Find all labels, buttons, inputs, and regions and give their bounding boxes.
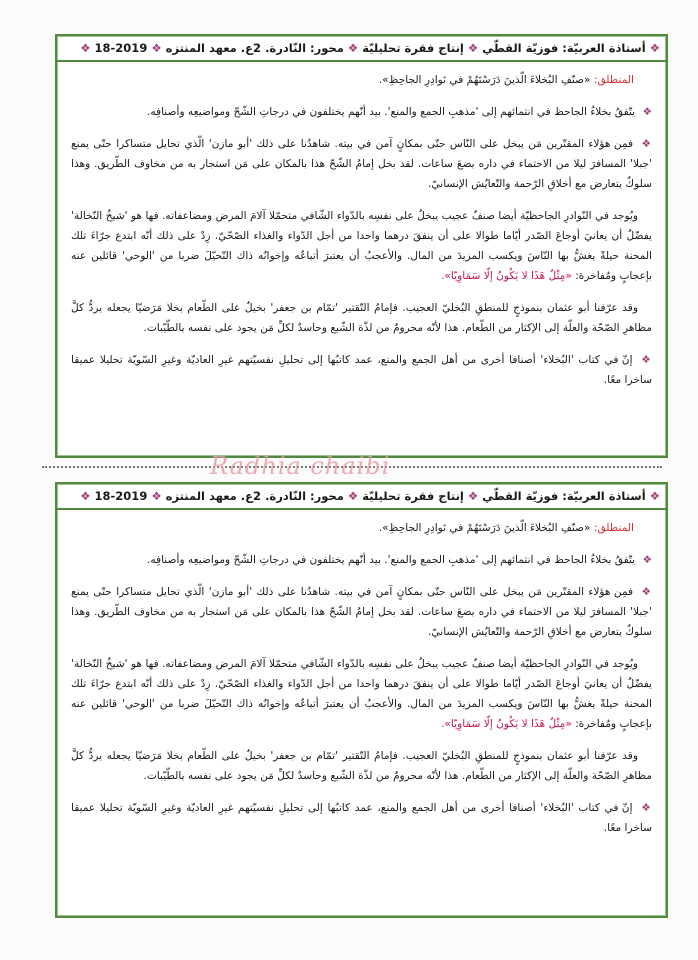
paragraph-1: [71, 550, 652, 570]
paragraph-text: يتّفقُ بخلاءُ الجاحظ في انتمائهم إلى 'مذهبِ الجمع والمنع'. بيد أنّهم يختلفون في درجاتِ الشّحّ ومواضيعِه وأصنافِه.: [146, 554, 636, 566]
paragraph-4: [71, 746, 652, 786]
paragraph-text: ويُوجد في النّوادرِ الجاحظيّة أيضا صنفٌ عجيب يبخلُ على نفسِه بالدّواء الشّافي متحمّلا آلامَ المرض ومضاعفاته. فها هو 'شيخُ النّخالة' يفضّلُ أن يعانيَ أوجاعَ الصّدر أيّاما طوالا على أن ينفقَ درهما واحدا من أجل الدّواء والغذاء الصّحّيّ. زِدْ على ذلك أنّه ابتدع جرّاءَ تلك المحنة حيلةً يغشُّ بها النّاسَ ويكسب المزيدَ من المال. والأعجبُ أن يعتبرَ أتباعُه وإخوانُه ذاك التّحيّلَ ضربا من 'الوحي' قائلين عنه بإعجابٍ ومُفاخرة:: [71, 658, 652, 730]
prompt: [71, 70, 652, 90]
task-title: إنتاج فقرة تحليليّة: [362, 41, 464, 55]
task-title: إنتاج فقرة تحليليّة: [362, 489, 464, 503]
prompt: [71, 518, 652, 538]
school-year: 18-2019: [94, 41, 148, 55]
paragraph-2: [71, 134, 652, 194]
paragraph-2: [71, 582, 652, 642]
prompt-text: «صنّفِ البُخلاءَ الّذينَ دَرَسْتَهُمْ في نَوادِرِ الجاحِظِ».: [378, 522, 594, 534]
paragraph-1: [71, 102, 652, 122]
bullet-icon: ❖: [347, 41, 359, 55]
worksheet-body: [57, 510, 666, 838]
watermark: Radhia chaibi: [210, 452, 391, 480]
topic-label: محور: النّادرة. 2ع. معهد المنتزه: [165, 41, 344, 55]
bullet-icon: ❖: [151, 489, 162, 503]
bullet-icon: ❖: [649, 41, 660, 55]
paragraph-text: يتّفقُ بخلاءُ الجاحظ في انتمائهم إلى 'مذهبِ الجمع والمنع'. بيد أنّهم يختلفون في درجاتِ الشّحّ ومواضيعِه وأصنافِه.: [146, 106, 636, 118]
teacher-name: أستاذة العربيّة: فوزيّة القطّي: [482, 41, 646, 55]
paragraph-text: إنّ في كتاب 'البُخلاء' أصنافا أخرى من أهل الجمع والمنع، عمد كاتبُها إلى تحليلِ نفسيّتهم غيرِ العاديّة وغيرِ السّويّة تحليلا عميقا ساخرا معًا.: [71, 802, 652, 834]
paragraph-4: [71, 298, 652, 338]
paragraph-text: ويُوجد في النّوادرِ الجاحظيّة أيضا صنفٌ عجيب يبخلُ على نفسِه بالدّواء الشّافي متحمّلا آلامَ المرض ومضاعفاته. فها هو 'شيخُ النّخالة' يفضّلُ أن يعانيَ أوجاعَ الصّدر أيّاما طوالا على أن ينفقَ درهما واحدا من أجل الدّواء والغذاء الصّحّيّ. زِدْ على ذلك أنّه ابتدع جرّاءَ تلك المحنة حيلةً يغشُّ بها النّاسَ ويكسب المزيدَ من المال. والأعجبُ أن يعتبرَ أتباعُه وإخوانُه ذاك التّحيّلَ ضربا من 'الوحي' قائلين عنه بإعجابٍ ومُفاخرة:: [71, 210, 652, 282]
paragraph-text: وقد عرّفنا أبو عثمان بنموذجٍ للمنطقِ البُخليّ العجيب. فإمامُ التّقتير 'تمّام بن جعفر' بخيلٌ على الطّعام بخلا مَرَضيّا يجعله يردُّ كلَّ مظاهرِ الصّحّة والعلّة إلى الإكثار من الطّعام. هذا لأنّه محرومٌ من لذّة الشّبع وحاسدٌ لكلِّ مَن يجود على نفسه بالطّيّبات.: [71, 750, 652, 782]
bullet-icon: ❖: [642, 554, 652, 566]
worksheet-body: [57, 62, 666, 390]
worksheet-header: [57, 36, 666, 62]
bullet-icon: ❖: [641, 802, 652, 814]
worksheet-header: [57, 484, 666, 510]
prompt-text: «صنّفِ البُخلاءَ الّذينَ دَرَسْتَهُمْ في نَوادِرِ الجاحِظِ».: [378, 74, 594, 86]
paragraph-5: [71, 350, 652, 390]
bullet-icon: ❖: [642, 106, 652, 118]
paragraph-text: فمِن هؤلاء المقتّرين مَن يبخل على النّاس حتّى بمكانٍ آمن في بيته. شاهدُنا على ذلك 'أبو مازن' الّذي تحايل متساكرا حتّى يمنع 'جبلا' المسافرَ ليلا من الاحتماء في داره بضعَ ساعات. لقد بخل إمامُ الشّحّ هذا بالمكان على مَن استجار به من مخاوف الطّريق. وهذا سلوكٌ يتعارض مع أخلاقِ الرّحمة والتّعايُش الإنسانيّ.: [71, 138, 652, 190]
bullet-icon: ❖: [151, 41, 162, 55]
bullet-icon: ❖: [649, 489, 660, 503]
topic-label: محور: النّادرة. 2ع. معهد المنتزه: [165, 489, 344, 503]
bullet-icon: ❖: [80, 41, 91, 55]
bullet-icon: ❖: [641, 586, 653, 598]
paragraph-text: وقد عرّفنا أبو عثمان بنموذجٍ للمنطقِ البُخليّ العجيب. فإمامُ التّقتير 'تمّام بن جعفر' بخيلٌ على الطّعام بخلا مَرَضيّا يجعله يردُّ كلَّ مظاهرِ الصّحّة والعلّة إلى الإكثار من الطّعام. هذا لأنّه محرومٌ من لذّة الشّبع وحاسدٌ لكلِّ مَن يجود على نفسه بالطّيّبات.: [71, 302, 652, 334]
bullet-icon: ❖: [641, 138, 653, 150]
bullet-icon: ❖: [347, 489, 359, 503]
paragraph-5: [71, 798, 652, 838]
paragraph-3: [71, 206, 652, 286]
prompt-label: المنطلق:: [593, 522, 634, 534]
paragraph-text: فمِن هؤلاء المقتّرين مَن يبخل على النّاس حتّى بمكانٍ آمن في بيته. شاهدُنا على ذلك 'أبو مازن' الّذي تحايل متساكرا حتّى يمنع 'جبلا' المسافرَ ليلا من الاحتماء في داره بضعَ ساعات. لقد بخل إمامُ الشّحّ هذا بالمكان على مَن استجار به من مخاوف الطّريق. وهذا سلوكٌ يتعارض مع أخلاقِ الرّحمة والتّعايُش الإنسانيّ.: [71, 586, 652, 638]
school-year: 18-2019: [94, 489, 148, 503]
paragraph-text: إنّ في كتاب 'البُخلاء' أصنافا أخرى من أهل الجمع والمنع، عمد كاتبُها إلى تحليلِ نفسيّتهم غيرِ العاديّة وغيرِ السّويّة تحليلا عميقا ساخرا معًا.: [71, 354, 652, 386]
paragraph-3: [71, 654, 652, 734]
worksheet-panel: [55, 482, 668, 918]
teacher-name: أستاذة العربيّة: فوزيّة القطّي: [482, 489, 646, 503]
quote: «مِثْلُ هَذَا لا يَكُونُ إلّا سَمَاوِيّا».: [441, 718, 572, 730]
bullet-icon: ❖: [641, 354, 652, 366]
worksheet-panel: [55, 34, 668, 458]
prompt-label: المنطلق:: [593, 74, 634, 86]
quote: «مِثْلُ هَذَا لا يَكُونُ إلّا سَمَاوِيّا».: [441, 270, 572, 282]
bullet-icon: ❖: [467, 41, 479, 55]
bullet-icon: ❖: [80, 489, 91, 503]
bullet-icon: ❖: [467, 489, 479, 503]
